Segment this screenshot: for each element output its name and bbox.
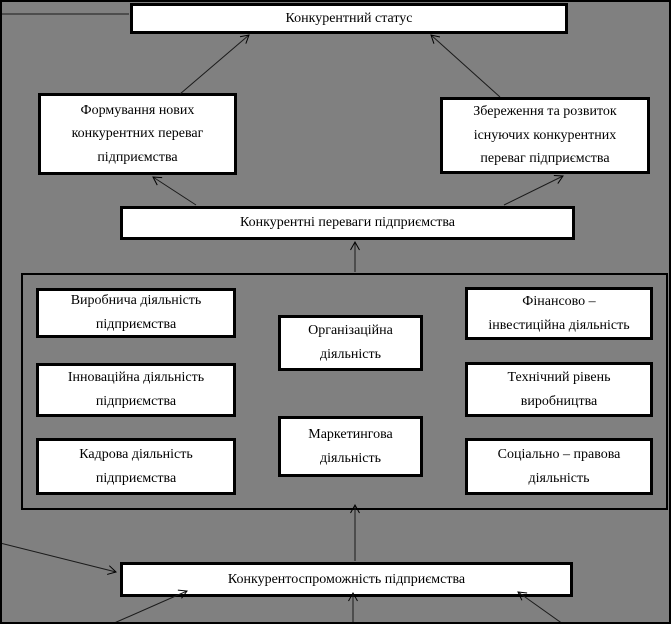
connector-preserve-to-status (431, 35, 500, 97)
node-production-activity: Виробнича діяльність підприємства (36, 288, 236, 338)
node-competitiveness: Конкурентоспроможність підприємства (120, 562, 573, 597)
node-competitive-advantages: Конкурентні переваги підприємства (120, 206, 575, 240)
node-new-advantages-formation: Формування нових конкурентних переваг підприємства (38, 93, 237, 175)
node-innovation-activity: Інноваційна діяльність підприємства (36, 363, 236, 417)
connector-advantages-to-new (153, 177, 196, 205)
node-personnel-activity: Кадрова діяльність підприємства (36, 438, 236, 495)
node-marketing-activity: Маркетингова діяльність (278, 416, 423, 477)
node-social-legal-activity: Соціально – правова діяльність (465, 438, 653, 495)
connector-new-to-status (180, 35, 249, 94)
node-financial-investment-activity: Фінансово – інвестиційна діяльність (465, 287, 653, 340)
connector-advantages-to-preserve (504, 176, 563, 205)
node-organizational-activity: Організаційна діяльність (278, 315, 423, 371)
node-preserve-existing-advantages: Збереження та розвиток існуючих конкурентних переваг підприємства (440, 97, 650, 174)
connector-left-to-competitiveness (0, 543, 116, 572)
node-competitive-status: Конкурентний статус (130, 3, 568, 34)
node-technical-level: Технічний рівень виробництва (465, 362, 653, 417)
